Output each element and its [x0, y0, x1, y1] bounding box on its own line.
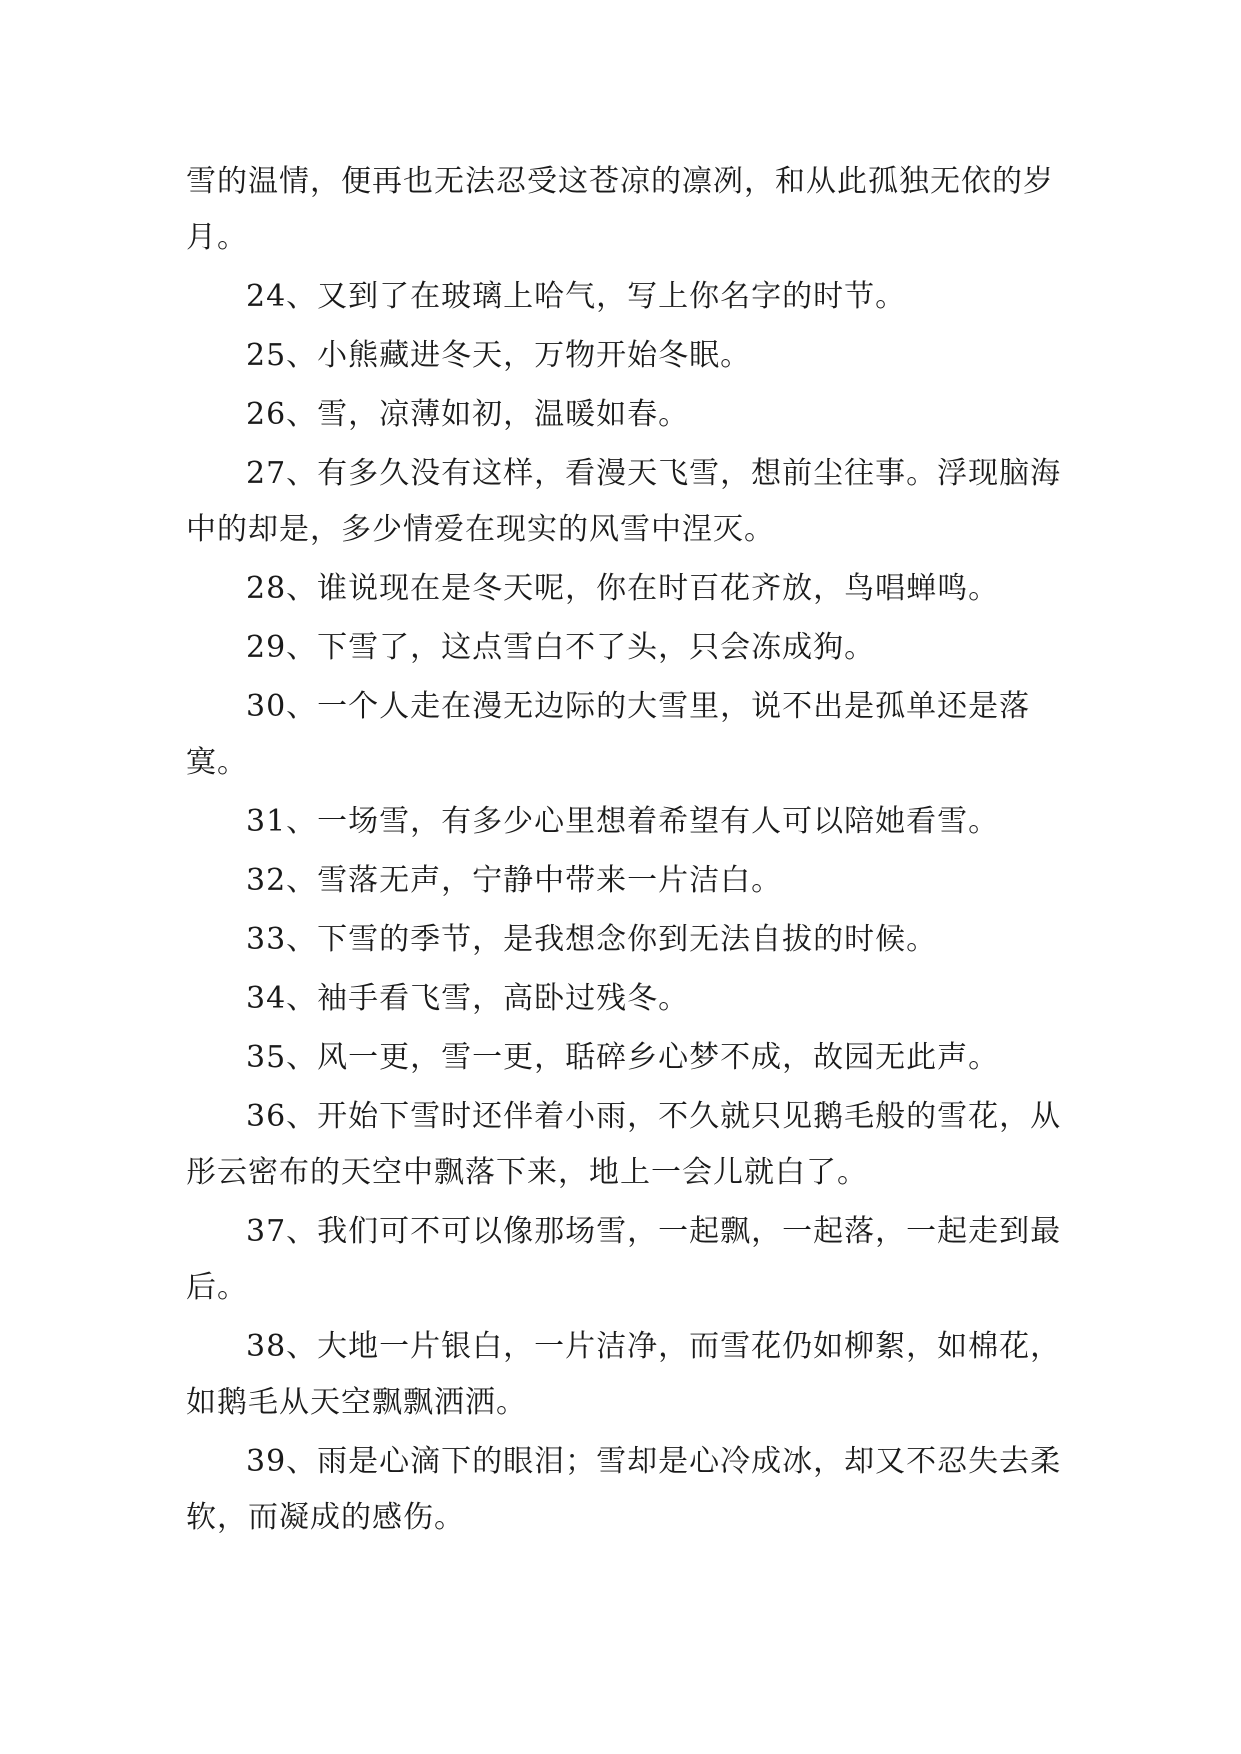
paragraph-33: 33、下雪的季节，是我想念你到无法自拔的时候。 [246, 922, 938, 957]
document-body [186, 154, 1066, 1546]
paragraph-25: 25、小熊藏进冬天，万物开始冬眠。 [246, 338, 752, 373]
paragraph-30: 30、一个人走在漫无边际的大雪里，说不出是孤单还是落寞。 [186, 689, 1031, 780]
paragraph-35: 35、风一更，雪一更，聒碎乡心梦不成，故园无此声。 [246, 1040, 1000, 1075]
paragraph-28: 28、谁说现在是冬天呢，你在时百花齐放，鸟唱蝉鸣。 [246, 571, 1000, 606]
paragraph-31: 31、一场雪，有多少心里想着希望有人可以陪她看雪。 [246, 804, 1000, 839]
paragraph-39: 39、雨是心滴下的眼泪；雪却是心冷成冰，却又不忍失去柔软，而凝成的感伤。 [186, 1444, 1062, 1535]
paragraph-24: 24、又到了在玻璃上哈气，写上你名字的时节。 [246, 279, 907, 314]
paragraph-34: 34、袖手看飞雪，高卧过残冬。 [246, 981, 690, 1016]
paragraph-36: 36、开始下雪时还伴着小雨，不久就只见鹅毛般的雪花，从彤云密布的天空中飘落下来，地上一会儿就白了。 [186, 1099, 1062, 1190]
paragraph-38: 38、大地一片银白，一片洁净，而雪花仍如柳絮，如棉花，如鹅毛从天空飘飘洒洒。 [186, 1329, 1062, 1420]
paragraph-37: 37、我们可不可以像那场雪，一起飘，一起落，一起走到最后。 [186, 1214, 1062, 1305]
paragraph-29: 29、下雪了，这点雪白不了头，只会冻成狗。 [246, 630, 876, 665]
paragraph-27: 27、有多久没有这样，看漫天飞雪，想前尘往事。浮现脑海中的却是，多少情爱在现实的风雪中涅灭。 [186, 456, 1062, 547]
paragraph-32: 32、雪落无声，宁静中带来一片洁白。 [246, 863, 783, 898]
paragraph-continuation: 雪的温情，便再也无法忍受这苍凉的凛冽，和从此孤独无依的岁月。 [186, 164, 1054, 255]
paragraph-26: 26、雪，凉薄如初，温暖如春。 [246, 397, 690, 432]
